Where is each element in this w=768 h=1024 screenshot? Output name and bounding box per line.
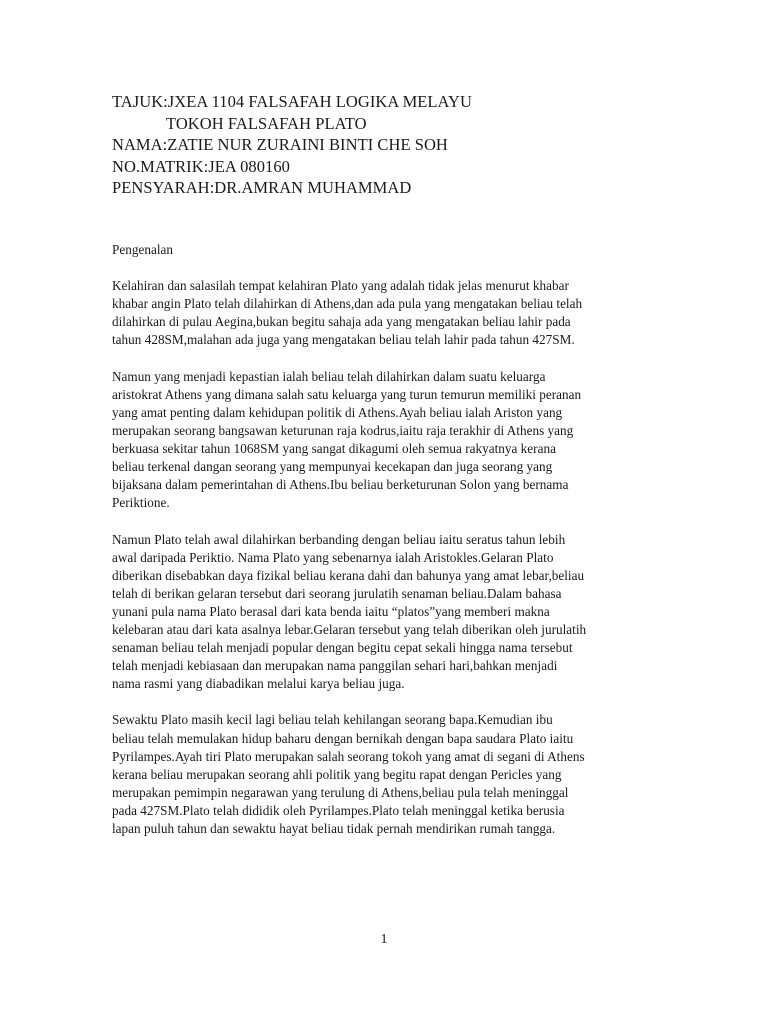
paragraph-line: merupakan seorang bangsawan keturunan raja kodrus,iaitu raja terakhir di Athens yang bbox=[112, 422, 574, 438]
paragraph-line: awal daripada Periktio. Nama Plato yang sebenarnya ialah Aristokles.Gelaran Plato bbox=[112, 549, 554, 565]
paragraph-line: aristokrat Athens yang dimana salah satu keluarga yang turun temurun memiliki peranan bbox=[112, 386, 582, 402]
header-topic-line: TOKOH FALSAFAH PLATO bbox=[166, 113, 367, 133]
paragraph-line: kelebaran atau dari kata asalnya lebar.Gelaran tersebut yang telah diberikan oleh jurulatih bbox=[112, 621, 587, 637]
paragraph-line: pada 427SM.Plato telah dididik oleh Pyrilampes.Plato telah meninggal ketika berusia bbox=[112, 802, 565, 818]
paragraph-line: diberikan disebabkan daya fizikal beliau kerana dahi dan bahunya yang amat lebar,beliau bbox=[112, 567, 585, 583]
paragraph-1 bbox=[112, 277, 672, 349]
paragraph-line: Sewaktu Plato masih kecil lagi beliau telah kehilangan seorang bapa.Kemudian ibu bbox=[112, 712, 553, 728]
paragraph-gap bbox=[112, 693, 672, 711]
assignment-header bbox=[112, 91, 712, 199]
paragraph-line: senaman beliau telah menjadi popular dengan begitu cepat sekali hingga nama tersebut bbox=[112, 640, 573, 656]
paragraph-gap bbox=[112, 512, 672, 530]
paragraph-line: beliau telah memulakan hidup baharu dengan bernikah dengan bapa saudara Plato iaitu bbox=[112, 730, 574, 746]
paragraph-2 bbox=[112, 368, 672, 513]
paragraph-line: telah di berikan gelaran tersebut dari seorang jurulatih senaman beliau.Dalam bahasa bbox=[112, 585, 562, 601]
paragraph-line: Kelahiran dan salasilah tempat kelahiran Plato yang adalah tidak jelas menurut khabar bbox=[112, 278, 569, 294]
paragraph-line: kerana beliau merupakan seorang ahli politik yang begitu rapat dengan Pericles yang bbox=[112, 766, 562, 782]
paragraph-line: khabar angin Plato telah dilahirkan di Athens,dan ada pula yang mengatakan beliau telah bbox=[112, 296, 583, 312]
paragraph-line: dilahirkan di pulau Aegina,bukan begitu sahaja ada yang mengatakan beliau lahir pada bbox=[112, 314, 571, 330]
paragraph-line: beliau terkenal dangan seorang yang mempunyai kecekapan dan juga seorang yang bbox=[112, 459, 553, 475]
paragraph-line: berkuasa sekitar tahun 1068SM yang sangat dikagumi oleh semua rakyatnya kerana bbox=[112, 441, 556, 457]
paragraph-line: bijaksana dalam pemerintahan di Athens.Ibu beliau berketurunan Solon yang bernama bbox=[112, 477, 569, 493]
paragraph-line: Pyrilampes.Ayah tiri Plato merupakan salah seorang tokoh yang amat di segani di Athens bbox=[112, 748, 585, 764]
header-title-line: TAJUK:JXEA 1104 FALSAFAH LOGIKA MELAYU bbox=[112, 92, 472, 111]
paragraph-line: lapan puluh tahun dan sewaktu hayat beliau tidak pernah mendirikan rumah tangga. bbox=[112, 821, 556, 836]
page-number: 1 bbox=[380, 932, 388, 947]
paragraph-line: yang amat penting dalam kehidupan politik di Athens.Ayah beliau ialah Ariston yang bbox=[112, 404, 563, 420]
section-title: Pengenalan bbox=[112, 242, 173, 257]
paragraph-line: Namun Plato telah awal dilahirkan berbanding dengan beliau iaitu seratus tahun lebih bbox=[112, 531, 566, 547]
paragraph-gap bbox=[112, 350, 672, 368]
paragraph-line: yunani pula nama Plato berasal dari kata benda iaitu “platos”yang memberi makna bbox=[112, 603, 550, 619]
paragraph-line: Namun yang menjadi kepastian ialah beliau telah dilahirkan dalam suatu keluarga bbox=[112, 368, 546, 384]
document-body bbox=[112, 241, 672, 838]
paragraph-4 bbox=[112, 711, 672, 838]
paragraph-line: telah menjadi kebiasaan dan merupakan nama panggilan sehari hari,bahkan menjadi bbox=[112, 658, 558, 674]
paragraph-3 bbox=[112, 531, 672, 694]
paragraph-gap bbox=[112, 259, 672, 277]
paragraph-line: Periktione. bbox=[112, 495, 170, 511]
header-lecturer-line: PENSYARAH:DR.AMRAN MUHAMMAD bbox=[112, 178, 412, 198]
paragraph-line: tahun 428SM,malahan ada juga yang mengatakan beliau telah lahir pada tahun 427SM. bbox=[112, 332, 575, 348]
header-name-line: NAMA:ZATIE NUR ZURAINI BINTI CHE SOH bbox=[112, 135, 448, 155]
header-matric-line: NO.MATRIK:JEA 080160 bbox=[112, 156, 290, 176]
paragraph-line: merupakan pemimpin negarawan yang terulung di Athens,beliau pula telah meninggal bbox=[112, 784, 569, 800]
paragraph-line: nama rasmi yang diabadikan melalui karya beliau juga. bbox=[112, 676, 405, 692]
